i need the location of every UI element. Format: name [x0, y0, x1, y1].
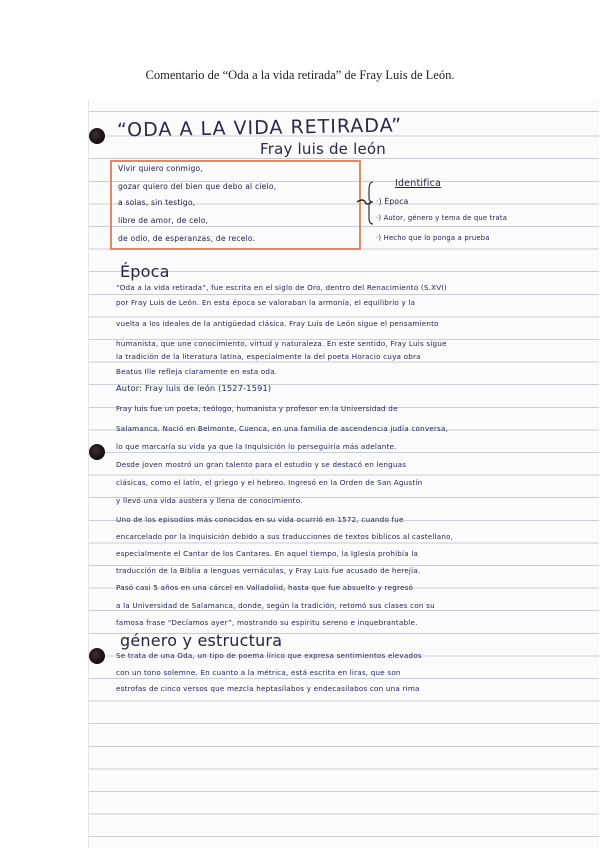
- body-line: famosa frase “Decíamos ayer”, mostrando su espíritu sereno e inquebrantable.: [116, 618, 418, 627]
- quote-line: a solas, sin testigo,: [118, 198, 196, 207]
- quote-line: Vivir quiero conmigo,: [118, 164, 203, 173]
- binder-hole-bottom: [89, 648, 105, 664]
- body-line: Uno de los episodios más conocidos en su vida ocurrió en 1572, cuando fue: [116, 515, 404, 524]
- body-line: a la Universidad de Salamanca, donde, según la tradición, retomó sus clases con su: [116, 601, 435, 610]
- body-line: con un tono solemne. En cuanto a la métrica, está escrita en liras, que son: [116, 668, 401, 677]
- document-title: Comentario de “Oda a la vida retirada” de Fray Luis de León.: [145, 68, 455, 82]
- body-line: humanista, que une conocimiento, virtud y naturaleza. En este sentido, Fray Luis sigue: [116, 339, 447, 348]
- body-line: encarcelado por la Inquisición debido a sus traducciones de textos bíblicos al castellano,: [116, 532, 454, 541]
- body-line: Salamanca. Nació en Belmonte, Cuenca, en una familia de ascendencia judía conversa,: [116, 424, 449, 433]
- body-line: lo que marcaría su vida ya que la Inquisición lo perseguiría más adelante.: [116, 442, 397, 451]
- body-line: Desde joven mostró un gran talento para el estudio y se destacó en lenguas: [116, 460, 407, 469]
- body-line: y llevó una vida austera y llena de conocimiento.: [116, 496, 303, 505]
- body-line: Se trata de una Oda, un tipo de poema lírico que expresa sentimientos elevados: [116, 651, 422, 660]
- poem-title: “ODA A LA VIDA RETIRADA”: [116, 114, 403, 142]
- section-heading-genero: género y estructura: [120, 631, 283, 650]
- body-line: Fray luis fue un poeta, teólogo, humanista y profesor en la Universidad de: [116, 404, 398, 413]
- identify-item: ·) Autor, género y tema de que trata: [376, 214, 508, 222]
- quote-line: de odio, de esperanzas, de recelo.: [118, 234, 256, 243]
- body-line: la tradición de la literatura latina, especialmente la del poeta Horacio cuya obra: [116, 352, 421, 361]
- body-line: clásicas, como el latín, el griego y el hebreo. Ingresó en la Orden de San Agustín: [116, 478, 423, 487]
- body-line: Pasó casi 5 años en una cárcel en Valladolid, hasta que fue absuelto y regresó: [116, 583, 414, 592]
- identify-item: ·) Época: [376, 197, 409, 206]
- body-line: estrofas de cinco versos que mezcla heptasílabos y endecasílabos con una rima: [116, 684, 420, 693]
- binder-hole-middle: [89, 444, 105, 460]
- body-line: traducción de la Biblia a lenguas vernáculas, y Fray Luis fue acusado de herejía.: [116, 566, 421, 575]
- body-line: Beatus Ille refleja claramente en esta oda.: [116, 367, 278, 376]
- body-line: por Fray Luis de León. En esta época se valoraban la armonía, el equilibrio y la: [116, 298, 416, 307]
- body-line: Autor: Fray luis de león (1527-1591): [116, 383, 272, 393]
- quote-line: libre de amor, de celo,: [118, 216, 209, 225]
- section-heading-epoca: Época: [120, 262, 170, 281]
- quote-line: gozar quiero del bien que debo al cielo,: [118, 182, 277, 191]
- bracket-arrow-icon: [355, 178, 375, 226]
- poem-author: Fray luis de león: [260, 140, 386, 158]
- body-line: vuelta a los ideales de la antigüedad clásica. Fray Luis de León sigue el pensamiento: [116, 319, 439, 328]
- body-line: especialmente el Cantar de los Cantares. En aquel tiempo, la Iglesia prohibía la: [116, 549, 419, 558]
- identify-heading: Identifica: [395, 178, 442, 189]
- binder-hole-top: [89, 128, 105, 144]
- identify-item: ·) Hecho que lo ponga a prueba: [376, 234, 490, 242]
- body-line: “Oda a la vida retirada”, fue escrita en el siglo de Oro, dentro del Renacimiento (S.XVI): [116, 283, 447, 292]
